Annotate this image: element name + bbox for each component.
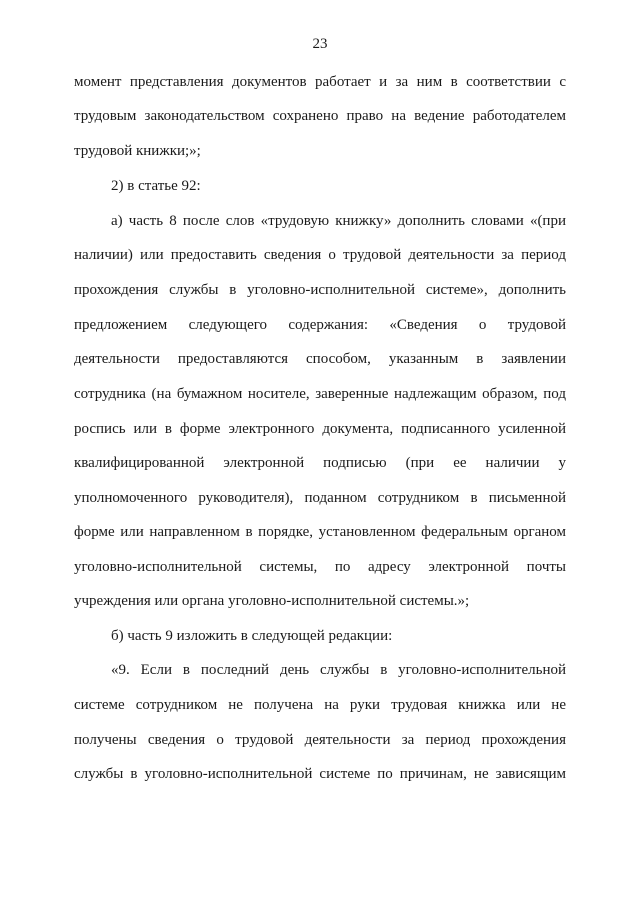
text-line: роспись или в форме электронного документа, подписанного усиленной bbox=[74, 421, 566, 437]
text-line: службы в уголовно-исполнительной системе по причинам, не зависящим bbox=[74, 766, 566, 782]
list-item-heading: б) часть 9 изложить в следующей редакции: bbox=[111, 628, 393, 644]
text-line: деятельности предоставляются способом, указанным в заявлении bbox=[74, 351, 566, 367]
list-item-heading: 2) в статье 92: bbox=[111, 178, 201, 194]
text-line: трудовым законодательством сохранено право на ведение работодателем bbox=[74, 108, 566, 124]
text-line: получены сведения о трудовой деятельности за период прохождения bbox=[74, 732, 566, 748]
text-line: трудовой книжки;»; bbox=[74, 143, 201, 159]
text-line: сотрудника (на бумажном носителе, заверенные надлежащим образом, под bbox=[74, 386, 566, 402]
text-line: прохождения службы в уголовно-исполнительной системе», дополнить bbox=[74, 282, 566, 298]
text-line: наличии) или предоставить сведения о трудовой деятельности за период bbox=[74, 247, 566, 263]
text-line: а) часть 8 после слов «трудовую книжку» дополнить словами «(при bbox=[111, 213, 566, 229]
text-line: предложением следующего содержания: «Сведения о трудовой bbox=[74, 317, 566, 333]
text-line: уполномоченного руководителя), поданном сотрудником в письменной bbox=[74, 490, 566, 506]
text-line: форме или направленном в порядке, установленном федеральным органом bbox=[74, 524, 566, 540]
text-line: квалифицированной электронной подписью (при ее наличии у bbox=[74, 455, 566, 471]
text-line: учреждения или органа уголовно-исполнительной системы.»; bbox=[74, 593, 470, 609]
text-line: момент представления документов работает и за ним в соответствии с bbox=[74, 74, 566, 90]
page-number: 23 bbox=[312, 36, 328, 52]
text-line: уголовно-исполнительной системы, по адресу электронной почты bbox=[74, 559, 566, 575]
text-line: «9. Если в последний день службы в уголовно-исполнительной bbox=[111, 662, 566, 678]
text-line: системе сотрудником не получена на руки трудовая книжка или не bbox=[74, 697, 566, 713]
